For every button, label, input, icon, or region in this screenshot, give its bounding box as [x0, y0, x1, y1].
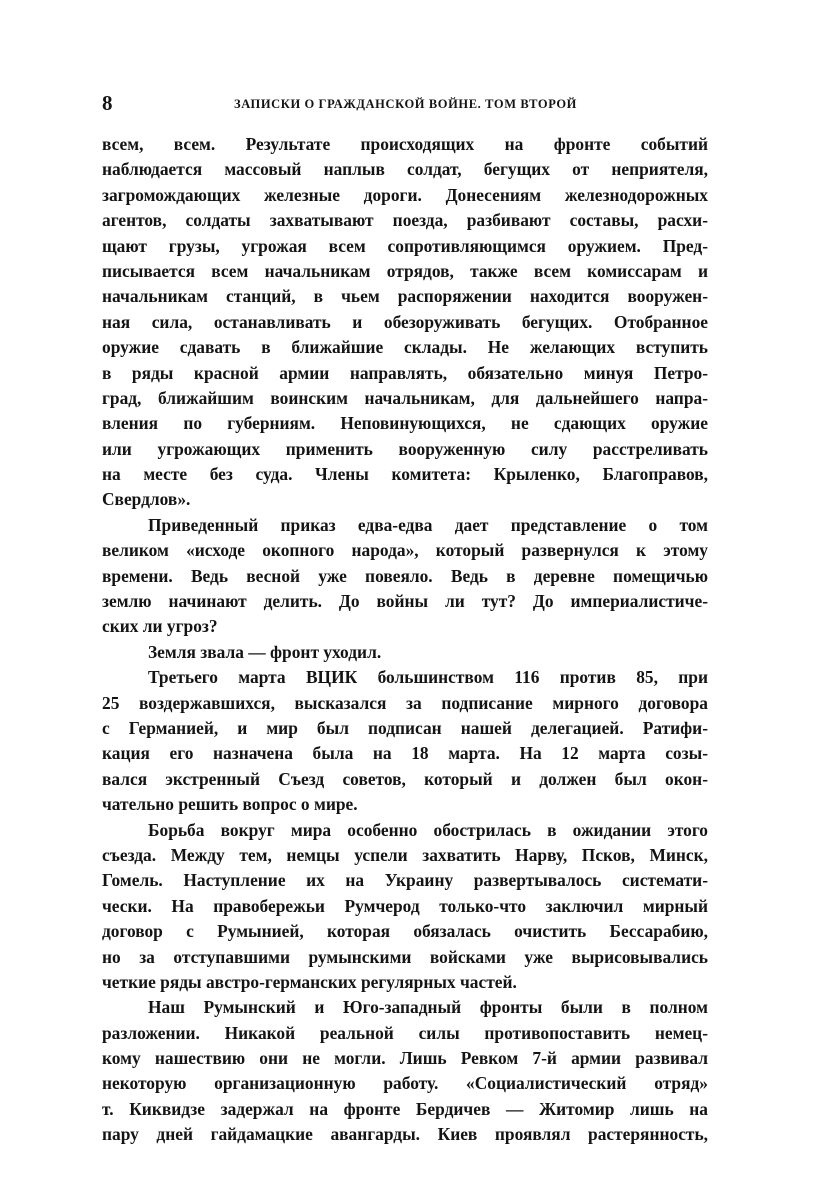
text-line: или угрожающих применить вооруженную силу расстреливать [102, 438, 708, 459]
text-line: вался экстренный Съезд советов, который и должен был окон- [102, 768, 708, 789]
text-line: наблюдается массовый наплыв солдат, бегущих от неприятеля, [102, 159, 708, 180]
paragraph-end-line: четкие ряды австро-германских регулярных частей. [102, 971, 517, 992]
paragraph-start-line: Наш Румынский и Юго-западный фронты были в полном [148, 997, 708, 1018]
text-line: загромождающих железные дороги. Донесениям железнодорожных [102, 184, 708, 205]
text-line: писывается всем начальникам отрядов, также всем комиссарам и [102, 260, 708, 281]
text-line: с Германией, и мир был подписан нашей делегацией. Ратифи- [102, 717, 708, 738]
text-line: договор с Румынией, которая обязалась очистить Бессарабию, [102, 921, 708, 942]
paragraph-start-line: Борьба вокруг мира особенно обострилась в ожидании этого [148, 819, 708, 840]
paragraph-end-line: чательно решить вопрос о мире. [102, 794, 358, 815]
paragraph-end-line: ских ли угроз? [102, 616, 218, 637]
text-line: землю начинают делить. До войны ли тут? До империалистиче- [102, 591, 708, 612]
paragraph-start-line: Третьего марта ВЦИК большинством 116 против 85, при [148, 667, 708, 688]
text-line: времени. Ведь весной уже повеяло. Ведь в деревне помещичью [102, 565, 708, 586]
text-line: в ряды красной армии направлять, обязательно минуя Петро- [102, 362, 708, 383]
text-line: всем, всем. Результате происходящих на фронте событий [102, 134, 708, 154]
text-line: щают грузы, угрожая всем сопротивляющимся оружием. Пред- [102, 235, 708, 256]
text-line: на месте без суда. Члены комитета: Крыленко, Благоправов, [102, 464, 708, 485]
paragraph-single-line: Земля звала — фронт уходил. [148, 641, 382, 662]
text-line: кация его назначена была на 18 марта. На 12 марта созы- [102, 743, 708, 764]
body-text [102, 132, 708, 1148]
text-line: Гомель. Наступление их на Украину развертывалось системати- [102, 870, 708, 891]
text-line: вления по губерниям. Неповинующихся, не сдающих оружие [102, 413, 708, 434]
text-line: пару дней гайдамацкие авангарды. Киев проявлял растерянность, [102, 1124, 708, 1145]
paragraph-end-line: Свердлов». [102, 489, 191, 510]
text-line: град, ближайшим воинским начальникам, для дальнейшего напра- [102, 387, 708, 408]
text-line: т. Киквидзе задержал на фронте Бердичев — Житомир лишь на [102, 1098, 708, 1119]
page-header [102, 90, 710, 120]
text-line: ная сила, останавливать и обезоруживать бегущих. Отобранное [102, 311, 708, 332]
text-line: начальникам станций, в чьем распоряжении находится вооружен- [102, 286, 708, 307]
running-head: ЗАПИСКИ О ГРАЖДАНСКОЙ ВОЙНЕ. ТОМ ВТОРОЙ [234, 97, 578, 111]
text-line: некоторую организационную работу. «Социалистический отряд» [102, 1073, 708, 1094]
text-line: но за отступавшими румынскими войсками уже вырисовывались [102, 946, 708, 967]
text-line: великом «исходе окопного народа», который развернулся к этому [102, 540, 708, 561]
text-line: агентов, солдаты захватывают поезда, разбивают составы, расхи- [102, 210, 708, 231]
text-line: съезда. Между тем, немцы успели захватить Нарву, Псков, Минск, [102, 844, 708, 865]
text-line: разложении. Никакой реальной силы противопоставить немец- [102, 1022, 708, 1043]
page-number: 8 [102, 91, 113, 115]
text-line: оружие сдавать в ближайшие склады. Не желающих вступить [102, 337, 708, 358]
text-line: чески. На правобережьи Румчерод только-что заключил мирный [102, 895, 708, 916]
paragraph-start-line: Приведенный приказ едва-едва дает представление о том [148, 514, 708, 535]
text-line: 25 воздержавшихся, высказался за подписание мирного договора [102, 692, 708, 713]
text-line: кому нашествию они не могли. Лишь Ревком 7-й армии развивал [102, 1048, 708, 1069]
